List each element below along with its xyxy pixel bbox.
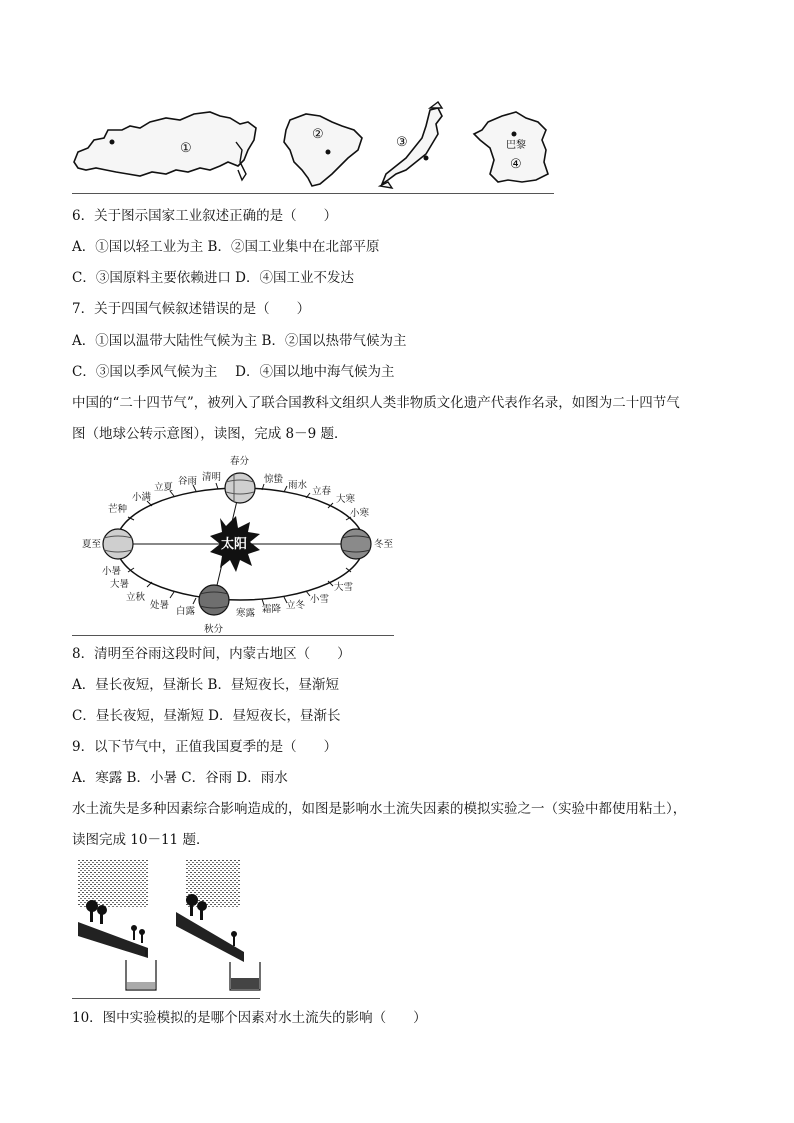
orbit-figure-baseline: [72, 635, 394, 636]
q6-options-cd: C．③国原料主要依赖进口 D．④国工业不发达: [72, 270, 354, 286]
term-xiaoshu: 小暑: [102, 566, 122, 577]
earth-qiufen: [199, 585, 229, 615]
sun-label: 太阳: [221, 537, 248, 552]
term-bailu: 白露: [176, 606, 196, 617]
term-lidong: 立冬: [286, 600, 306, 611]
brazil-outline: [284, 114, 362, 186]
intro-8-9-line1: 中国的“二十四节气”，被列入了联合国教科文组织人类非物质文化遗产代表作名录，如图为二十四节气: [72, 395, 680, 411]
term-hanlu: 寒露: [236, 608, 256, 619]
term-guyu: 谷雨: [178, 476, 198, 487]
beaker-left: [126, 950, 156, 990]
intro-8-9-line2: 图（地球公转示意图），读图，完成 8－9 题．: [72, 426, 348, 442]
country-maps-figure: [70, 100, 560, 195]
earth-orbit-solar-terms-figure: [80, 448, 400, 636]
map-figure-baseline: [72, 193, 554, 194]
term-jingzhe: 惊蛰: [264, 474, 284, 485]
tokyo-dot: [424, 156, 429, 161]
q7-options-ab: A．①国以温带大陆性气候为主 B．②国以热带气候为主: [72, 333, 407, 349]
q8-stem: 8．清明至谷雨这段时间，内蒙古地区（ ）: [72, 646, 351, 662]
earth-chunfen: [225, 473, 255, 503]
slope-left: [78, 922, 148, 958]
term-lichun: 立春: [312, 486, 332, 497]
term-shuangjiang: 霜降: [262, 604, 282, 615]
term-xiaoman: 小满: [132, 492, 152, 503]
map-label-3: ③: [396, 135, 408, 150]
soil-erosion-experiment-figure: [74, 856, 264, 996]
earth-dongzhi: [341, 529, 371, 559]
q9-options: A．寒露 B．小暑 C．谷雨 D．雨水: [72, 770, 288, 786]
term-xiaoxue: 小雪: [310, 594, 330, 605]
term-dahan: 大寒: [336, 494, 356, 505]
term-chushu: 处暑: [150, 600, 170, 611]
experiment-figure-baseline: [72, 998, 260, 999]
intro-10-11-line2: 读图完成 10－11 题．: [72, 832, 210, 848]
term-dashu: 大暑: [110, 579, 130, 590]
term-chunfen: 春分: [230, 456, 250, 467]
q8-options-cd: C．昼长夜短，昼渐短 D．昼短夜长，昼渐长: [72, 708, 341, 724]
q9-stem: 9．以下节气中，正值我国夏季的是（ ）: [72, 739, 338, 755]
map-label-1: ①: [180, 141, 192, 156]
brasilia-dot: [326, 150, 331, 155]
term-lixia: 立夏: [154, 482, 174, 493]
paris-dot: [512, 132, 517, 137]
earth-xiazhi: [103, 529, 133, 559]
japan-outline: [382, 108, 442, 184]
term-qingming: 清明: [202, 472, 222, 483]
term-yushui: 雨水: [288, 480, 308, 491]
beaker-right: [230, 962, 260, 990]
map-label-4: ④: [510, 157, 522, 172]
term-dongzhi: 冬至: [374, 539, 394, 550]
term-liqiu: 立秋: [126, 592, 146, 603]
moscow-dot: [110, 140, 115, 145]
term-xiazhi: 夏至: [82, 539, 102, 550]
q7-stem: 7．关于四国气候叙述错误的是（ ）: [72, 301, 311, 317]
term-daxue: 大雪: [334, 582, 354, 593]
rain-area-left: [78, 860, 148, 908]
term-qiufen: 秋分: [204, 624, 224, 635]
q7-options-cd: C．③国以季风气候为主 D．④国以地中海气候为主: [72, 364, 395, 380]
q10-stem: 10．图中实验模拟的是哪个因素对水土流失的影响（ ）: [72, 1010, 427, 1026]
q6-options-ab: A．①国以轻工业为主 B．②国工业集中在北部平原: [72, 239, 380, 255]
q8-options-ab: A．昼长夜短，昼渐长 B．昼短夜长，昼渐短: [72, 677, 339, 693]
q6-stem: 6．关于图示国家工业叙述正确的是（ ）: [72, 208, 338, 224]
russia-outline: [74, 112, 256, 176]
intro-10-11-line1: 水土流失是多种因素综合影响造成的，如图是影响水土流失因素的模拟实验之一（实验中都使用粘土），: [72, 801, 687, 817]
paris-label: 巴黎: [506, 140, 526, 151]
term-xiaohan: 小寒: [350, 508, 370, 519]
map-label-2: ②: [312, 127, 324, 142]
term-mangzhong: 芒种: [108, 504, 128, 515]
